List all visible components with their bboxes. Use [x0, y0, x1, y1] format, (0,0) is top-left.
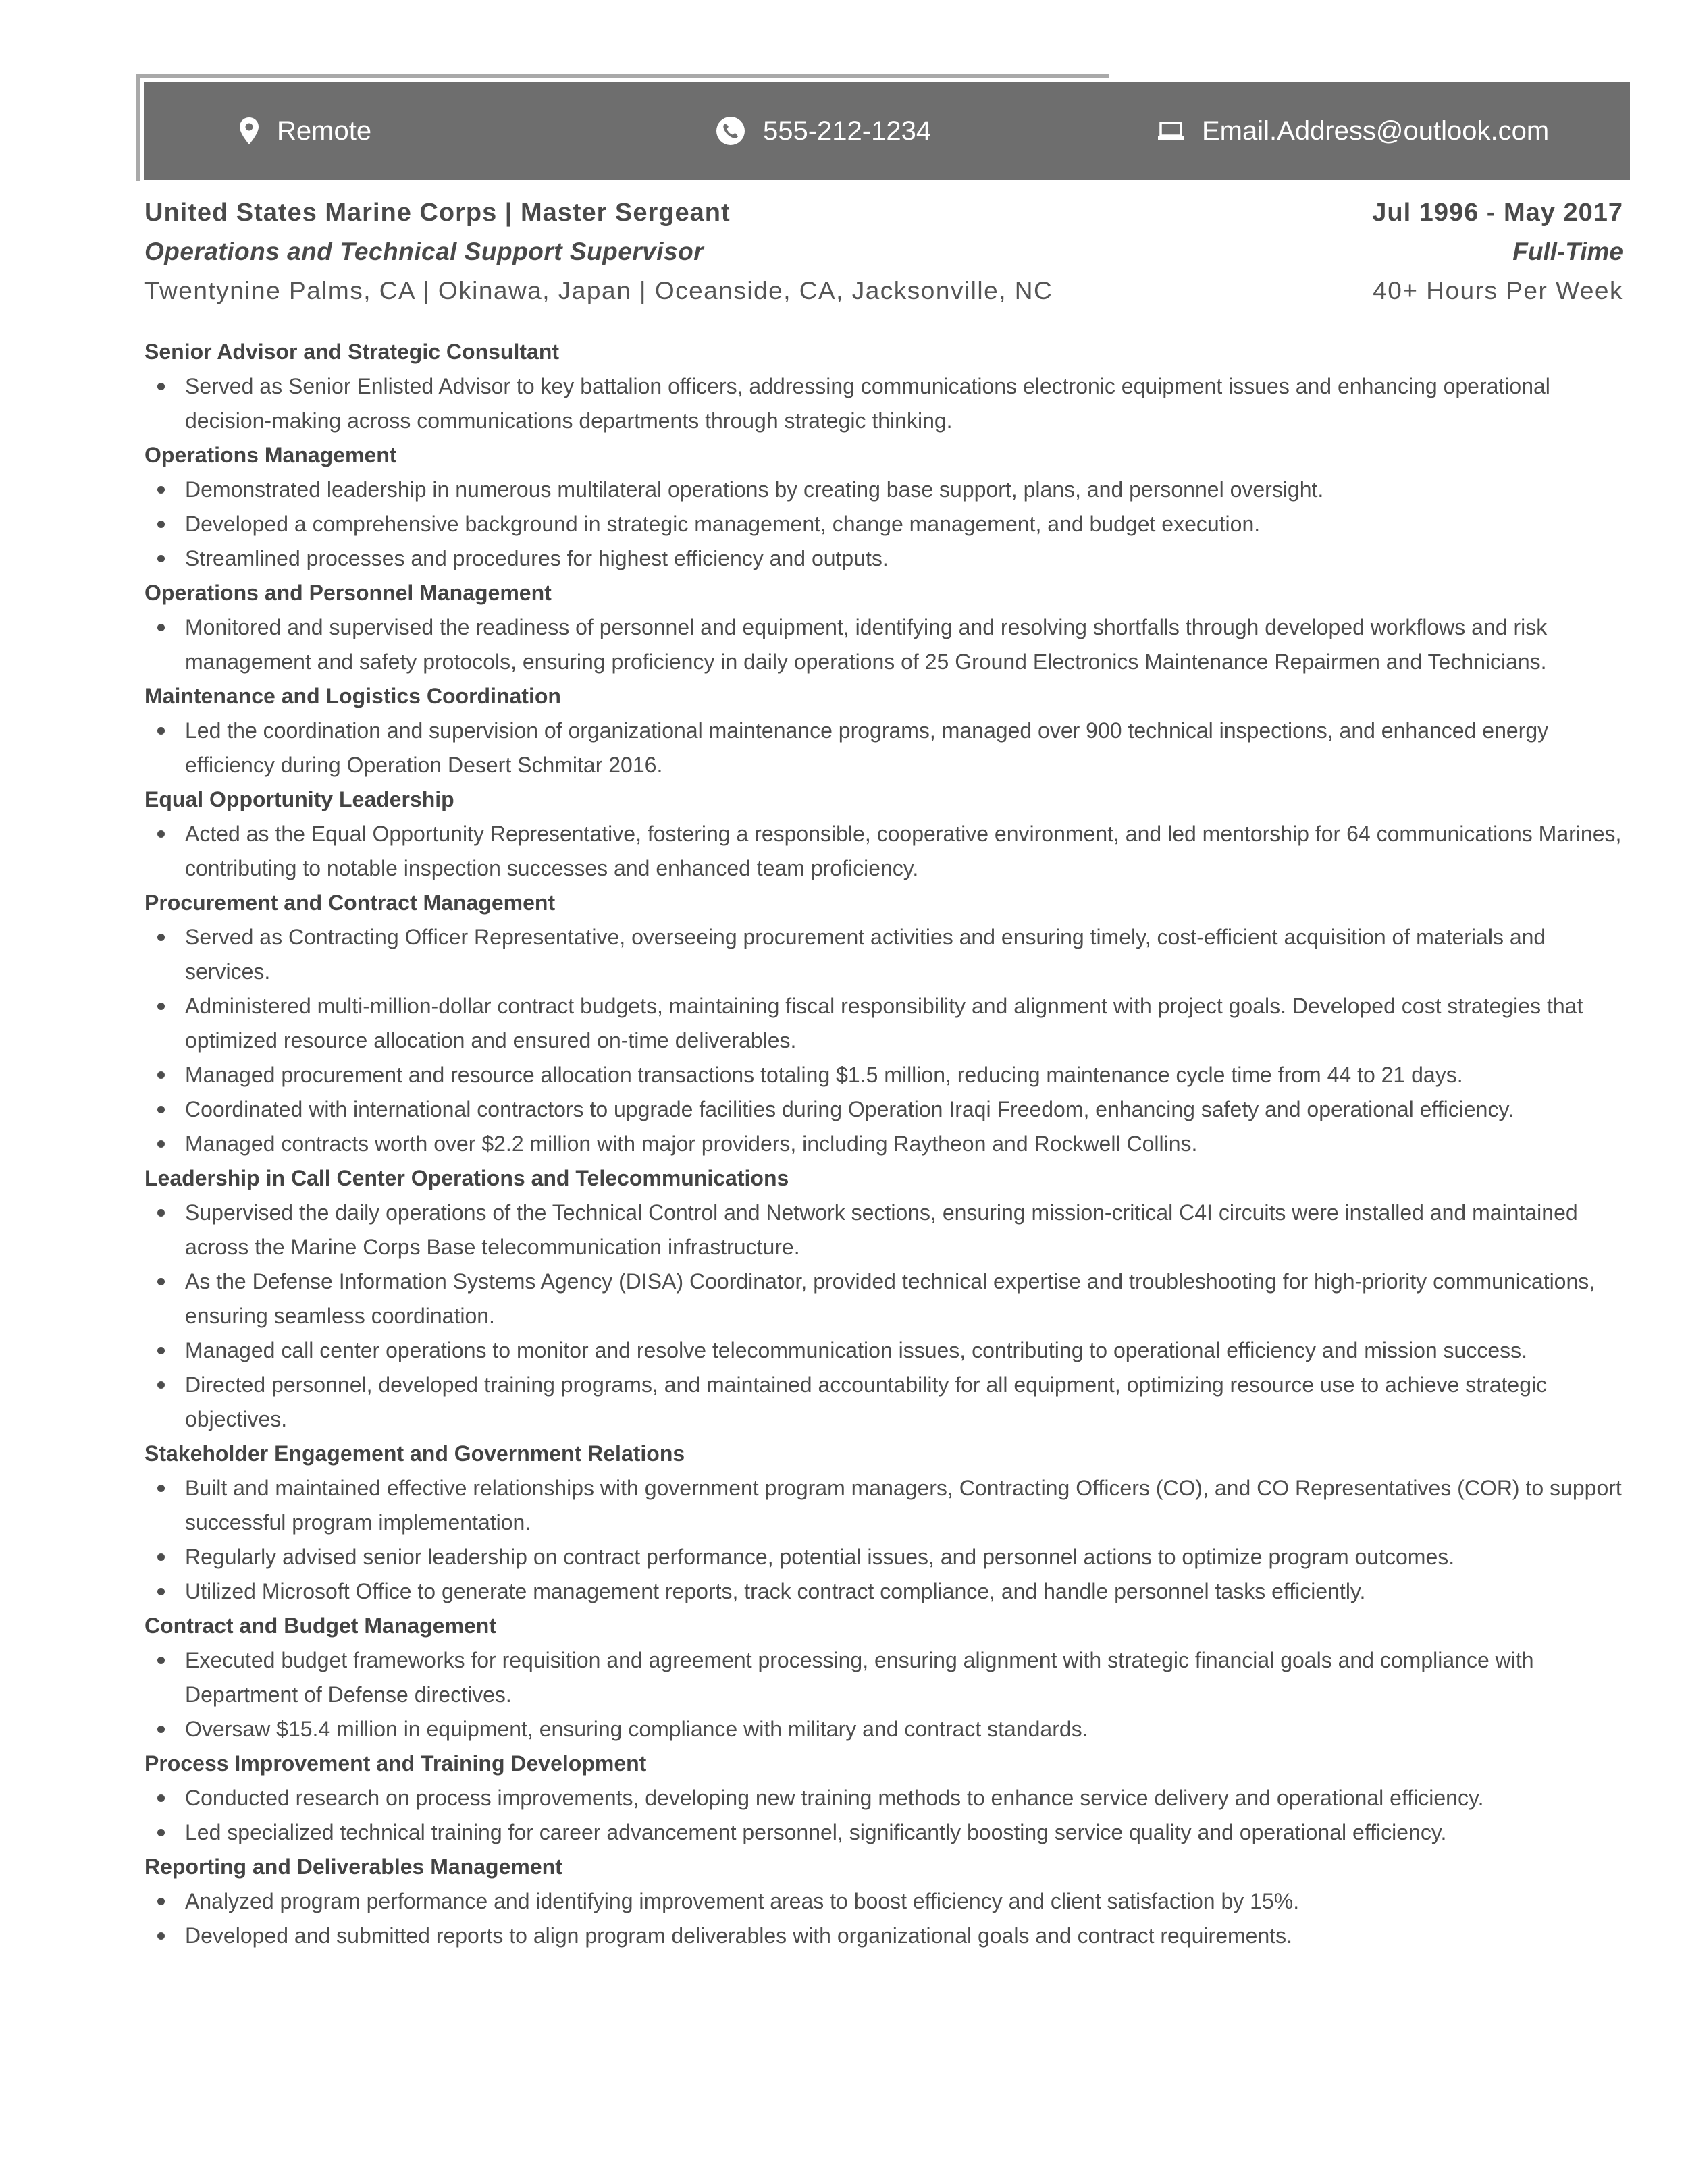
job-organization: United States Marine Corps | Master Sergeant: [144, 198, 731, 227]
section-heading: Operations Management: [144, 443, 397, 467]
contact-email: [1157, 82, 1549, 180]
list-item: [144, 507, 1630, 541]
list-item: [144, 1058, 1630, 1092]
list-item: [144, 1643, 1630, 1712]
bullet-dot-icon: [157, 830, 165, 838]
bullet-text: Managed call center operations to monitor and resolve telecommunication issues, contributing to operational efficiency and mission success.: [185, 1338, 1528, 1362]
bullet-text: Analyzed program performance and identifying improvement areas to boost efficiency and client satisfaction by 15%.: [185, 1889, 1300, 1913]
section-heading: Process Improvement and Training Development: [144, 1751, 647, 1776]
bullet-text: Streamlined processes and procedures for highest efficiency and outputs.: [185, 546, 889, 570]
header-accent-rule: [136, 74, 1109, 78]
bullet-dot-icon: [157, 1726, 165, 1733]
list-item: [144, 1574, 1630, 1609]
contact-phone: [716, 82, 931, 180]
bullet-dot-icon: [157, 727, 165, 735]
list-item: [144, 473, 1630, 507]
list-item: [144, 1264, 1630, 1333]
bullet-text: Led the coordination and supervision of organizational maintenance programs, managed over 900 technical inspections, and enhanced energy efficiency during Operation Desert Schmitar 2016.: [185, 718, 1549, 777]
bullet-list: [144, 473, 1630, 576]
bullet-dot-icon: [157, 1485, 165, 1492]
bullet-dot-icon: [157, 1829, 165, 1836]
bullet-text: Managed contracts worth over $2.2 million with major providers, including Raytheon and Rockwell Collins.: [185, 1131, 1198, 1156]
bullet-text: Executed budget frameworks for requisition and agreement processing, ensuring alignment with strategic financial goals and compliance with Department of Defense directives.: [185, 1648, 1534, 1707]
email-link[interactable]: Email.Address@outlook.com: [1202, 115, 1550, 146]
bullet-dot-icon: [157, 624, 165, 631]
list-item: [144, 1712, 1630, 1747]
bullet-list: [144, 920, 1630, 1161]
bullet-dot-icon: [157, 1071, 165, 1079]
list-item: [144, 610, 1630, 679]
bullet-text: Supervised the daily operations of the Technical Control and Network sections, ensuring mission-critical C4I circuits were installed and maintained across the Marine Corps Base telecommunication infrastructure.: [185, 1200, 1578, 1259]
bullet-dot-icon: [157, 1553, 165, 1561]
bullet-dot-icon: [157, 486, 165, 494]
list-item: [144, 817, 1630, 886]
bullet-text: Monitored and supervised the readiness of personnel and equipment, identifying and resolving shortfalls through developed workflows and risk management and safety protocols, ensuring proficiency in daily operations of 25 Ground Electronics Maintenance Repairmen and Technicians.: [185, 615, 1548, 674]
section-heading: Stakeholder Engagement and Government Relations: [144, 1441, 685, 1466]
bullet-dot-icon: [157, 1278, 165, 1285]
list-item: [144, 989, 1630, 1058]
list-item: [144, 1781, 1630, 1815]
bullet-list: [144, 1643, 1630, 1747]
bullet-text: Administered multi-million-dollar contract budgets, maintaining fiscal responsibility and alignment with project goals. Developed cost strategies that optimized resource allocation and ensured on-time deliverables.: [185, 994, 1583, 1053]
bullet-list: [144, 369, 1630, 438]
list-item: [144, 1333, 1630, 1368]
bullet-list: [144, 1884, 1630, 1953]
bullet-text: Developed and submitted reports to align program deliverables with organizational goals and contract requirements.: [185, 1923, 1293, 1948]
job-locations: Twentynine Palms, CA | Okinawa, Japan | Oceanside, CA, Jacksonville, NC: [144, 277, 1053, 304]
job-dates: Jul 1996 - May 2017: [1372, 198, 1623, 227]
bullet-dot-icon: [157, 1209, 165, 1217]
bullet-dot-icon: [157, 555, 165, 562]
bullet-dot-icon: [157, 1381, 165, 1389]
bullet-text: Acted as the Equal Opportunity Representative, fostering a responsible, cooperative environment, and led mentorship for 64 communications Marines, contributing to notable inspection successes and enhanced team proficiency.: [185, 822, 1622, 880]
section-heading: Senior Advisor and Strategic Consultant: [144, 340, 560, 364]
experience-sections: [144, 335, 1630, 1953]
list-item: [144, 1815, 1630, 1850]
list-item: [144, 1540, 1630, 1574]
bullet-list: [144, 1196, 1630, 1437]
phone-icon: [716, 116, 745, 146]
list-item: [144, 1471, 1630, 1540]
bullet-dot-icon: [157, 1932, 165, 1940]
bullet-text: Demonstrated leadership in numerous multilateral operations by creating base support, plans, and personnel oversight.: [185, 477, 1324, 502]
job-header: [144, 198, 1623, 316]
bullet-text: Utilized Microsoft Office to generate management reports, track contract compliance, and handle personnel tasks efficiently.: [185, 1579, 1366, 1603]
section-heading: Equal Opportunity Leadership: [144, 787, 454, 811]
bullet-dot-icon: [157, 1140, 165, 1148]
bullet-list: [144, 714, 1630, 782]
bullet-text: Built and maintained effective relationships with government program managers, Contracting Officers (CO), and CO Representatives (COR) to support successful program implementation.: [185, 1476, 1622, 1535]
section-heading: Leadership in Call Center Operations and Telecommunications: [144, 1166, 789, 1190]
section-heading: Operations and Personnel Management: [144, 581, 552, 605]
job-hours: 40+ Hours Per Week: [1373, 277, 1623, 304]
list-item: [144, 541, 1630, 576]
bullet-dot-icon: [157, 383, 165, 390]
bullet-list: [144, 817, 1630, 886]
contact-bar: [144, 82, 1630, 180]
section-heading: Contract and Budget Management: [144, 1614, 496, 1638]
bullet-list: [144, 1471, 1630, 1609]
bullet-text: Served as Senior Enlisted Advisor to key battalion officers, addressing communications electronic equipment issues and enhancing operational decision-making across communications departments through strategic thinking.: [185, 374, 1550, 433]
list-item: [144, 1127, 1630, 1161]
list-item: [144, 369, 1630, 438]
list-item: [144, 920, 1630, 989]
bullet-dot-icon: [157, 934, 165, 941]
bullet-dot-icon: [157, 1794, 165, 1802]
bullet-dot-icon: [157, 1347, 165, 1354]
contact-location: [239, 82, 371, 180]
job-title: Operations and Technical Support Supervisor: [144, 238, 704, 265]
bullet-text: Developed a comprehensive background in strategic management, change management, and budget execution.: [185, 512, 1261, 536]
bullet-text: As the Defense Information Systems Agency (DISA) Coordinator, provided technical expertise and troubleshooting for high-priority communications, ensuring seamless coordination.: [185, 1269, 1595, 1328]
location-text: Remote: [277, 115, 372, 146]
bullet-dot-icon: [157, 1898, 165, 1905]
list-item: [144, 1884, 1630, 1919]
bullet-text: Managed procurement and resource allocation transactions totaling $1.5 million, reducing maintenance cycle time from 44 to 21 days.: [185, 1063, 1463, 1087]
job-type: Full-Time: [1512, 238, 1623, 265]
bullet-dot-icon: [157, 1588, 165, 1595]
list-item: [144, 1368, 1630, 1437]
bullet-dot-icon: [157, 521, 165, 528]
bullet-text: Served as Contracting Officer Representative, overseeing procurement activities and ensuring timely, cost-efficient acquisition of materials and services.: [185, 925, 1546, 984]
bullet-dot-icon: [157, 1003, 165, 1010]
bullet-dot-icon: [157, 1106, 165, 1113]
phone-text: 555-212-1234: [763, 115, 932, 146]
list-item: [144, 1196, 1630, 1264]
list-item: [144, 714, 1630, 782]
bullet-list: [144, 610, 1630, 679]
bullet-text: Led specialized technical training for career advancement personnel, significantly boosting service quality and operational efficiency.: [185, 1820, 1447, 1844]
bullet-text: Directed personnel, developed training programs, and maintained accountability for all equipment, optimizing resource use to achieve strategic objectives.: [185, 1373, 1548, 1431]
list-item: [144, 1919, 1630, 1953]
section-heading: Maintenance and Logistics Coordination: [144, 684, 561, 708]
bullet-text: Regularly advised senior leadership on contract performance, potential issues, and personnel actions to optimize program outcomes.: [185, 1545, 1455, 1569]
bullet-list: [144, 1781, 1630, 1850]
section-heading: Reporting and Deliverables Management: [144, 1855, 562, 1879]
bullet-text: Coordinated with international contractors to upgrade facilities during Operation Iraqi Freedom, enhancing safety and operational efficiency.: [185, 1097, 1514, 1121]
header-accent-side-rule: [136, 74, 140, 181]
section-heading: Procurement and Contract Management: [144, 890, 556, 915]
bullet-text: Conducted research on process improvements, developing new training methods to enhance service delivery and operational efficiency.: [185, 1786, 1484, 1810]
list-item: [144, 1092, 1630, 1127]
map-pin-icon: [239, 117, 259, 145]
laptop-icon: [1157, 121, 1184, 141]
bullet-dot-icon: [157, 1657, 165, 1664]
bullet-text: Oversaw $15.4 million in equipment, ensuring compliance with military and contract standards.: [185, 1717, 1088, 1741]
